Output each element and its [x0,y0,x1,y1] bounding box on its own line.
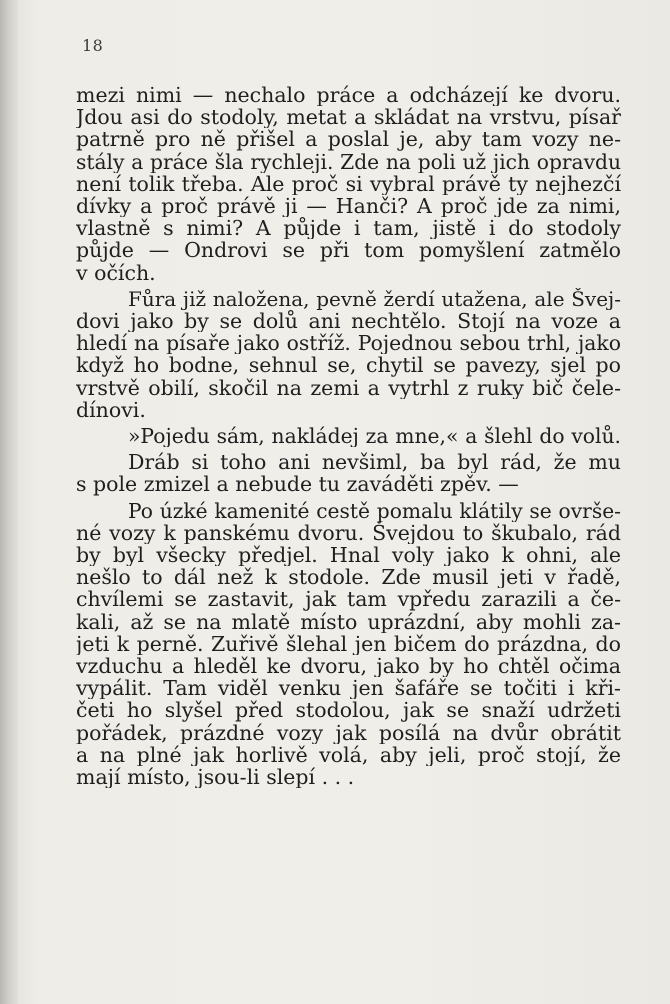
text-line: mají místo, jsou-li slepí . . . [76,766,355,789]
text-line: Jdou asi do stodoly, metat a skládat na vrstvu, písař [76,106,621,129]
text-line: půjde — Ondrovi se při tom pomyšlení zatmělo [76,239,621,262]
text-line: vypálit. Tam viděl venku jen šafáře se točiti i kři- [76,677,621,700]
text-line: patrně pro ně přišel a poslal je, aby tam vozy ne- [76,128,621,151]
text-line: Dráb si toho ani nevšiml, ba byl rád, že mu [128,451,621,474]
paragraph [76,84,621,284]
text-line: v očích. [76,261,156,284]
text-line: né vozy k panskému dvoru. Švejdou to škubalo, rád [76,521,621,545]
paragraph [76,425,621,447]
text-line: hledí na písaře jako ostříž. Pojednou sebou trhl, jako [76,332,621,355]
text-line: nešlo to dál než k stodole. Zde musil jeti v řadě, [76,566,621,589]
text-line: vzduchu a hleděl ke dvoru, jako by ho chtěl očima [76,655,621,678]
text-line: by byl všecky předjel. Hnal voly jako k ohni, ale [76,544,621,567]
text-line: a na plné jak horlivě volá, aby jeli, proč stojí, že [76,743,621,767]
text-line: kali, až se na mlatě místo uprázdní, aby mohli za- [76,610,621,633]
text-line: pořádek, prázdné vozy jak posílá na dvůr obrátit [76,721,621,744]
text-line: stály a práce šla rychleji. Zde na poli už jich opravdu [76,150,621,173]
text-line: dovi jako by se dolů ani nechtělo. Stojí na voze a [76,310,621,333]
paragraph [76,500,621,789]
text-line: dínovi. [76,398,146,422]
text-line: chvílemi se zastavit, jak tam vpředu zarazili a če- [76,588,621,611]
text-line: vlastně s nimi? A půjde i tam, jistě i do stodoly [76,217,621,240]
text-line: mezi nimi — nechalo práce a odcházejí ke dvoru. [76,84,621,107]
text-line: jeti k perně. Zuřivě šlehal jen bičem do prázdna, do [76,632,621,656]
text-line: četi ho slyšel před stodolou, jak se snaží udržeti [76,699,621,722]
text-line: Fůra již naložena, pevně žerdí utažena, ale Švej- [128,287,621,311]
text-line: Po úzké kamenité cestě pomalu klátily se ovrše- [128,499,621,522]
text-line: s pole zmizel a nebude tu zaváděti zpěv. — [76,473,519,496]
paragraph [76,451,621,495]
paragraph [76,288,621,421]
book-spine-shadow [0,0,18,1004]
text-line: »Pojedu sám, nakládej za mne,« a šlehl do volů. [128,425,621,448]
text-line: není tolik třeba. Ale proč si vybral právě ty nejhezčí [76,172,621,196]
text-line: dívky a proč právě ji — Hanči? A proč jde za nimi, [76,195,621,218]
page-number: 18 [82,36,104,55]
text-line: když ho bodne, sehnul se, chytil se pavezy, sjel po [76,354,621,377]
body-text [76,84,621,788]
text-line: vrstvě obilí, skočil na zemi a vytrhl z ruky bič čele- [76,376,621,399]
